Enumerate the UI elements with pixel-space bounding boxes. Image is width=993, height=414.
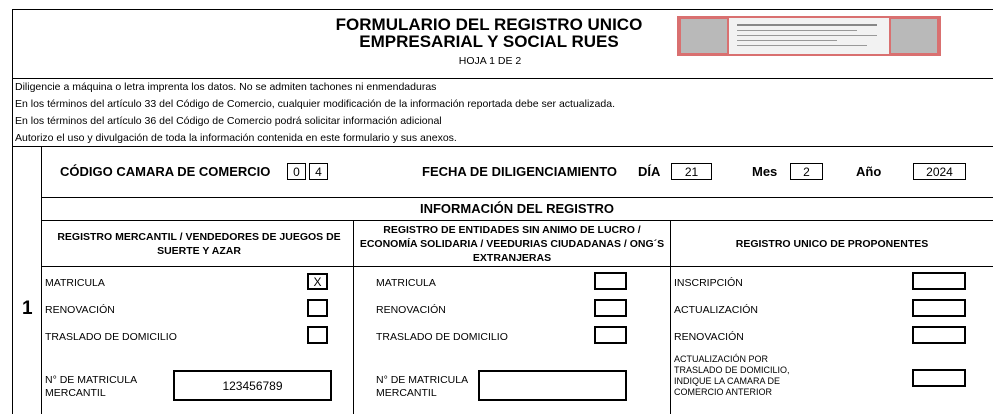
col3-header: REGISTRO UNICO DE PROPONENTES xyxy=(735,238,929,250)
col3-act-line2: TRASLADO DE DOMICILIO, xyxy=(674,365,790,375)
registro-title: INFORMACIÓN DEL REGISTRO xyxy=(419,201,615,216)
col2-col3-divider xyxy=(670,220,671,414)
camara-digit-2[interactable]: 4 xyxy=(309,163,328,180)
col-headers-bottom-divider xyxy=(41,266,993,267)
thumbnail-line xyxy=(737,40,837,41)
col3-renovacion-label: RENOVACIÓN xyxy=(674,331,744,343)
col1-traslado-label: TRASLADO DE DOMICILIO xyxy=(45,331,177,343)
col3-act-traslado-label xyxy=(674,354,790,398)
title-line-2: EMPRESARIAL Y SOCIAL RUES xyxy=(359,32,619,51)
col2-matricula-checkbox[interactable] xyxy=(594,272,627,290)
frame-top xyxy=(12,9,993,10)
fecha-label: FECHA DE DILIGENCIAMIENTO xyxy=(422,164,618,179)
thumbnail-line xyxy=(737,24,877,26)
frame-left xyxy=(12,9,13,414)
dia-label: DÍA xyxy=(638,164,661,179)
note-2: En los términos del artículo 33 del Código de Comercio, cualquier modificación de la información reportada debe ser actualizada. xyxy=(15,98,615,110)
thumbnail-left-gray xyxy=(681,19,727,53)
mes-label: Mes xyxy=(752,164,778,179)
col1-matricula-checkbox[interactable]: X xyxy=(307,273,328,290)
col2-renovacion-checkbox[interactable] xyxy=(594,299,627,317)
col1-nmat-line2: MERCANTIL xyxy=(45,387,106,399)
anio-field[interactable]: 2024 xyxy=(913,163,966,180)
dia-field[interactable]: 21 xyxy=(671,163,712,180)
col3-act-line3: INDIQUE LA CAMARA DE xyxy=(674,376,781,386)
section-number: 1 xyxy=(22,298,33,319)
col1-nmat-field[interactable]: 123456789 xyxy=(173,370,332,401)
thumbnail-page xyxy=(729,18,889,54)
col2-nmat-line1: N° DE MATRICULA xyxy=(376,374,469,386)
note-3: En los términos del artículo 36 del Código de Comercio podrá solicitar información adicional xyxy=(15,115,442,127)
thumbnail-line xyxy=(737,45,867,46)
col1-nmat-line1: N° DE MATRICULA xyxy=(45,374,138,386)
col2-matricula-label: MATRICULA xyxy=(376,277,436,289)
col2-nmat-line2: MERCANTIL xyxy=(376,387,437,399)
thumbnail-right-gray xyxy=(891,19,937,53)
registro-header-divider xyxy=(41,220,993,221)
col2-renovacion-label: RENOVACIÓN xyxy=(376,304,446,316)
col2-nmat-field[interactable] xyxy=(478,370,627,401)
col1-header: REGISTRO MERCANTIL / VENDEDORES DE JUEGOS DE SUERTE Y AZAR xyxy=(57,231,341,257)
notes-bottom-divider xyxy=(12,146,993,147)
camara-label: CÓDIGO CAMARA DE COMERCIO xyxy=(60,164,271,179)
thumbnail-line xyxy=(737,30,857,31)
col1-traslado-checkbox[interactable] xyxy=(307,326,328,344)
col1-renovacion-label: RENOVACIÓN xyxy=(45,304,115,316)
col2-traslado-checkbox[interactable] xyxy=(594,326,627,344)
mes-field[interactable]: 2 xyxy=(790,163,823,180)
col3-renovacion-checkbox[interactable] xyxy=(912,326,966,344)
col3-actualizacion-label: ACTUALIZACIÓN xyxy=(674,304,759,316)
form-thumbnail-image xyxy=(677,16,941,56)
col3-camara-anterior-field[interactable] xyxy=(912,369,966,387)
page-indicator: HOJA 1 DE 2 xyxy=(458,55,522,67)
col3-actualizacion-checkbox[interactable] xyxy=(912,299,966,317)
col2-nmat-label xyxy=(376,374,468,400)
notes-top-divider xyxy=(12,78,993,79)
col1-renovacion-checkbox[interactable] xyxy=(307,299,328,317)
col1-nmat-label xyxy=(45,374,137,400)
title-line-1: FORMULARIO DEL REGISTRO UNICO xyxy=(335,15,643,34)
col1-matricula-label: MATRICULA xyxy=(45,277,105,289)
form-title xyxy=(300,16,678,50)
section-column-divider xyxy=(41,146,42,414)
col3-inscripcion-checkbox[interactable] xyxy=(912,272,966,290)
anio-label: Año xyxy=(856,164,882,179)
camara-digit-1[interactable]: 0 xyxy=(287,163,306,180)
note-4: Autorizo el uso y divulgación de toda la información contenida en este formulario y sus anexos. xyxy=(15,132,457,144)
col2-header: REGISTRO DE ENTIDADES SIN ANIMO DE LUCRO / ECONOMÍA SOLIDARIA / VEEDURIAS CIUDADANAS / ONG´S EXTRANJERAS xyxy=(359,224,665,264)
note-1: Diligencie a máquina o letra imprenta los datos. No se admiten tachones ni enmendaduras xyxy=(15,81,437,93)
col3-inscripcion-label: INSCRIPCIÓN xyxy=(674,277,743,289)
col3-act-line4: COMERCIO ANTERIOR xyxy=(674,387,773,397)
col1-col2-divider xyxy=(353,220,354,414)
thumbnail-line xyxy=(737,35,877,36)
registro-top-divider xyxy=(41,197,993,198)
col3-act-line1: ACTUALIZACIÓN POR xyxy=(674,354,769,364)
col2-traslado-label: TRASLADO DE DOMICILIO xyxy=(376,331,508,343)
